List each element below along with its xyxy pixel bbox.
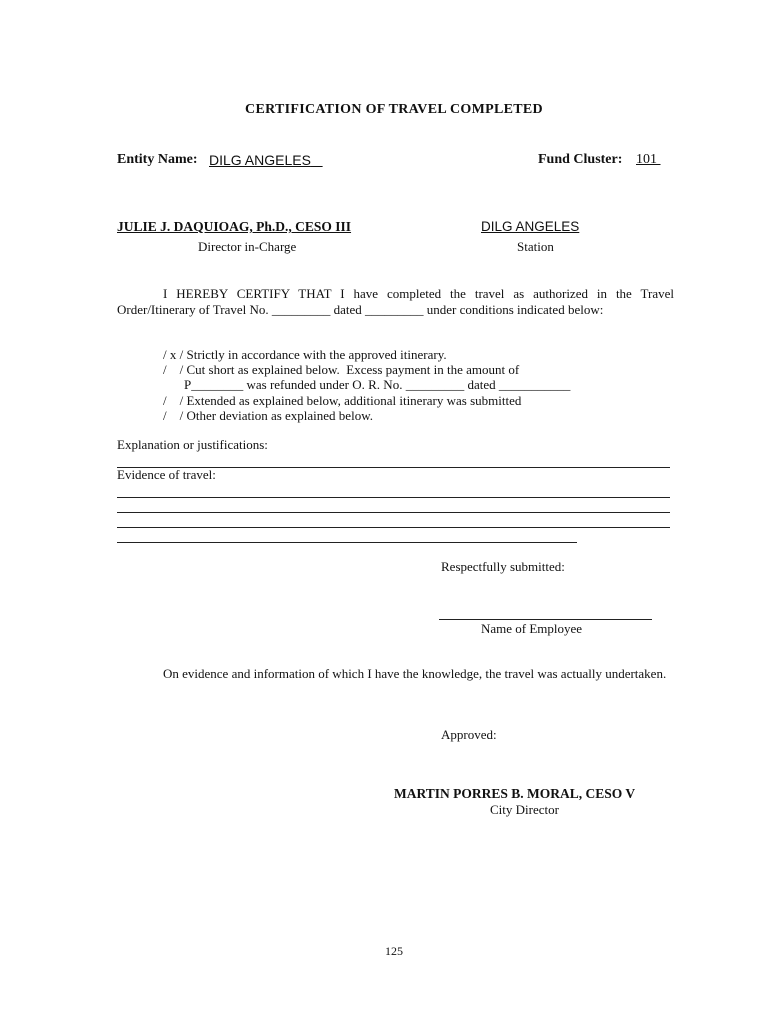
option-refund-detail: P________ was refunded under O. R. No. _________ dated ___________	[184, 377, 571, 392]
page-number: 125	[385, 944, 403, 958]
director-name: JULIE J. DAQUIOAG, Ph.D., CESO III	[117, 219, 352, 234]
fund-cluster-value: 101	[636, 152, 657, 167]
approver-name: MARTIN PORRES B. MORAL, CESO V	[394, 786, 636, 801]
entity-name-value: DILG ANGELES	[209, 152, 311, 168]
employee-signature-line	[439, 619, 652, 620]
evidence-line-3	[117, 527, 670, 528]
respectfully-submitted-label: Respectfully submitted:	[441, 559, 565, 574]
evidence-line-1	[117, 497, 670, 498]
explanation-label: Explanation or justifications:	[117, 437, 268, 452]
station-label: Station	[517, 239, 554, 254]
option-cut-short: / / Cut short as explained below. Excess payment in the amount of	[163, 362, 520, 377]
evidence-paragraph: On evidence and information of which I have the knowledge, the travel was actually undertaken.	[163, 666, 667, 681]
option-strictly: / x / Strictly in accordance with the approved itinerary.	[163, 347, 447, 362]
evidence-line-4	[117, 542, 577, 543]
approver-role: City Director	[490, 802, 559, 817]
approved-label: Approved:	[441, 727, 497, 742]
director-role: Director in-Charge	[198, 239, 297, 254]
fund-cluster-label: Fund Cluster:	[538, 152, 623, 167]
option-other-deviation: / / Other deviation as explained below.	[163, 408, 373, 423]
document-title: CERTIFICATION OF TRAVEL COMPLETED	[245, 102, 543, 117]
evidence-label: Evidence of travel:	[117, 467, 216, 482]
employee-name-label: Name of Employee	[481, 621, 583, 636]
certify-paragraph: I HEREBY CERTIFY THAT I have completed the travel as authorized in the Travel Order/Itinerary of Travel No. _________ dated _________ under conditions indicated below:	[117, 286, 674, 317]
evidence-line-2	[117, 512, 670, 513]
option-extended: / / Extended as explained below, additional itinerary was submitted	[163, 393, 522, 408]
entity-name-label: Entity Name:	[117, 152, 198, 167]
station-name: DILG ANGELES	[481, 219, 580, 234]
